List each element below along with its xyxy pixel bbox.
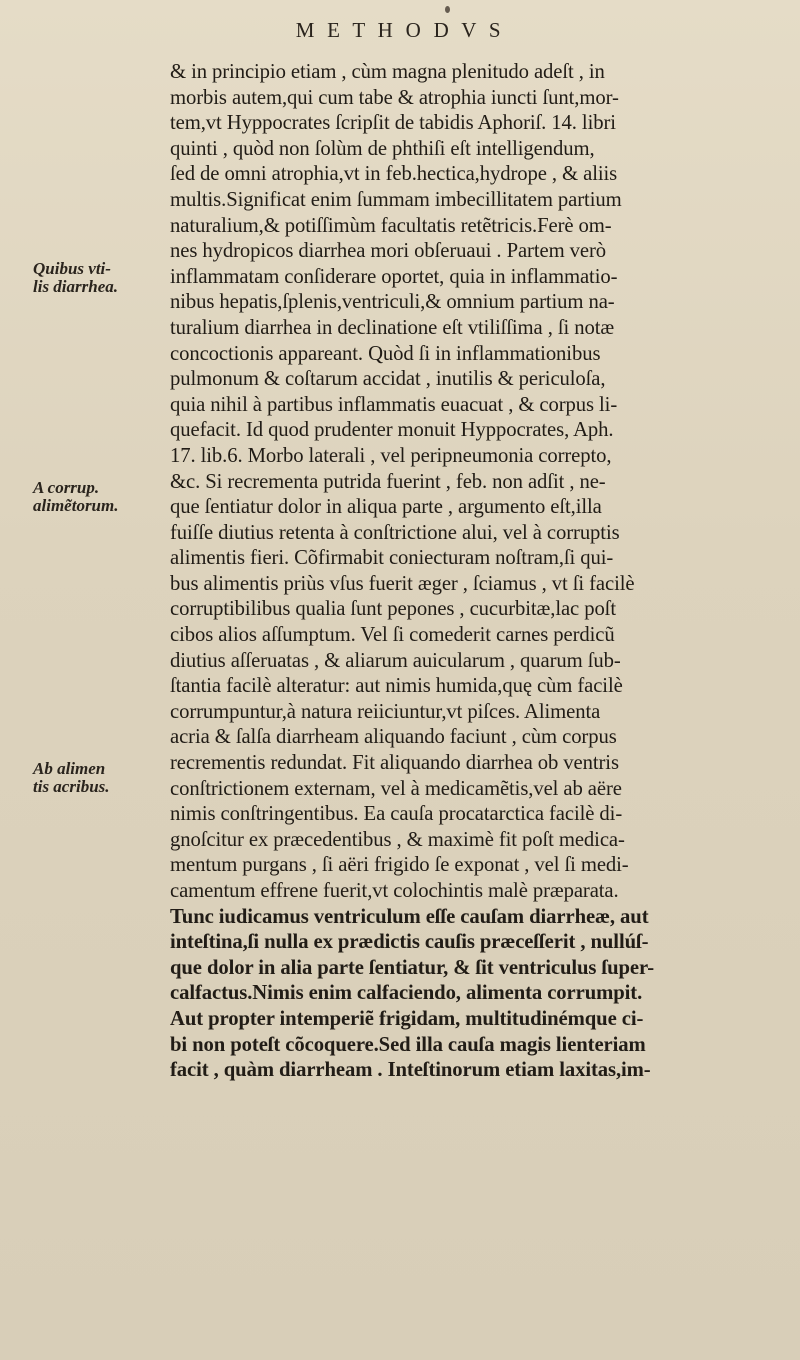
text-line: quinti , quòd non ſolùm de phthiſi eſt intelligendum, (170, 137, 595, 160)
running-head: M E T H O D V S (295, 18, 505, 42)
text-line: bi non poteſt cõcoquere.Sed illa cauſa magis lienteriam (170, 1033, 646, 1056)
text-line: nes hydropicos diarrhea mori obſeruaui . Partem verò (170, 240, 606, 263)
margin-note-vtilis-diarrhea (33, 260, 178, 296)
text-line: naturalium,& potiſſimùm facultatis retẽtricis.Ferè om- (170, 214, 612, 237)
text-line: recrementis redundat. Fit aliquando diarrhea ob ventris (170, 752, 619, 775)
text-line: calfactus.Nimis enim calfaciendo, alimenta corrumpit. (170, 982, 643, 1005)
text-line: pulmonum & coſtarum accidat , inutilis & periculoſa, (170, 368, 606, 391)
text-line: diutius aſſeruatas , & aliarum auicularum , quarum ſub- (170, 649, 621, 672)
text-line: que dolor in alia parte ſentiatur, & ſit ventriculus ſuper- (170, 956, 655, 979)
text-line: turalium diarrhea in declinatione eſt vtiliſſima , ſi notæ (170, 316, 615, 339)
margin-note-line: alimẽtorum. (33, 496, 119, 515)
text-line: que ſentiatur dolor in aliqua parte , argumento eſt,illa (170, 496, 602, 519)
text-line: Tunc iudicamus ventriculum eſſe cauſam diarrheæ, aut (170, 905, 649, 928)
margin-note-corrup-alimentorum (33, 479, 178, 515)
text-line: &c. Si recrementa putrida fuerint , feb. non adſit , ne- (170, 470, 606, 493)
text-line: concoctionis appareant. Quòd ſi in inflammationibus (170, 342, 601, 365)
text-line: cibos alios aſſumptum. Vel ſi comederit carnes perdicũ (170, 624, 615, 647)
margin-note-line: tis acribus. (33, 777, 110, 796)
ink-mark (445, 6, 450, 13)
text-line: morbis autem,qui cum tabe & atrophia iuncti ſunt,mor- (170, 86, 619, 109)
text-line: bus alimentis priùs vſus fuerit æger , ſciamus , vt ſi facilè (170, 572, 635, 595)
text-line: conſtrictionem externam, vel à medicamẽtis,vel ab aëre (170, 777, 622, 800)
text-line: corrumpuntur,à natura reiiciuntur,vt piſces. Alimenta (170, 700, 601, 723)
text-line: 17. lib.6. Morbo laterali , vel peripneumonia correpto, (170, 444, 612, 467)
text-line: tem,vt Hyppocrates ſcripſit de tabidis Aphoriſ. 14. libri (170, 112, 616, 135)
margin-note-line: Quibus vti- (33, 259, 111, 278)
text-line: facit , quàm diarrheam . Inteſtinorum etiam laxitas,im- (170, 1059, 651, 1082)
text-line: & in principio etiam , cùm magna plenitudo adeſt , in (170, 61, 605, 83)
margin-note-line: Ab alimen (33, 759, 106, 778)
text-line: nimis conſtringentibus. Ea cauſa procatarctica facilè di- (170, 803, 623, 826)
margin-note-line: lis diarrhea. (33, 277, 119, 296)
text-line: multis.Significat enim ſummam imbecillitatem partium (170, 188, 622, 211)
text-line: quia nihil à partibus inflammatis euacuat , & corpus li- (170, 393, 618, 416)
text-line: acria & ſalſa diarrheam aliquando faciunt , cùm corpus (170, 726, 617, 749)
text-line: gnoſcitur ex præcedentibus , & maximè fit poſt medica- (170, 828, 625, 851)
text-line: inteſtina,ſi nulla ex prædictis cauſis præceſſerit , nullúſ- (170, 931, 649, 954)
text-line: camentum effrene fuerit,vt colochintis malè præparata. (170, 880, 619, 902)
margin-note-line: A corrup. (33, 478, 100, 497)
text-line: quefacit. Id quod prudenter monuit Hyppocrates, Aph. (170, 419, 614, 442)
text-line: fuiſſe diutius retenta à conſtrictione alui, vel à corruptis (170, 521, 620, 544)
main-text-block (170, 60, 770, 1084)
text-line: corruptibilibus qualia ſunt pepones , cucurbitæ,lac poſt (170, 598, 616, 621)
text-line: alimentis fieri. Cõfirmabit coniecturam noſtram,ſi qui- (170, 547, 614, 570)
text-line: Aut propter intemperiẽ frigidam, multitudinémque ci- (170, 1007, 644, 1030)
text-line: nibus hepatis,ſplenis,ventriculi,& omnium partium na- (170, 291, 615, 314)
text-line: mentum purgans , ſi aëri frigido ſe exponat , vel ſi medi- (170, 854, 629, 877)
text-line: ſed de omni atrophia,vt in feb.hectica,hydrope , & aliis (170, 163, 618, 186)
margin-note-alimentis-acribus (33, 760, 178, 796)
text-line: ſtantia facilè alteratur: aut nimis humida,quę cùm facilè (170, 675, 623, 698)
text-line: inflammatam conſiderare oportet, quia in inflammatio- (170, 265, 618, 288)
